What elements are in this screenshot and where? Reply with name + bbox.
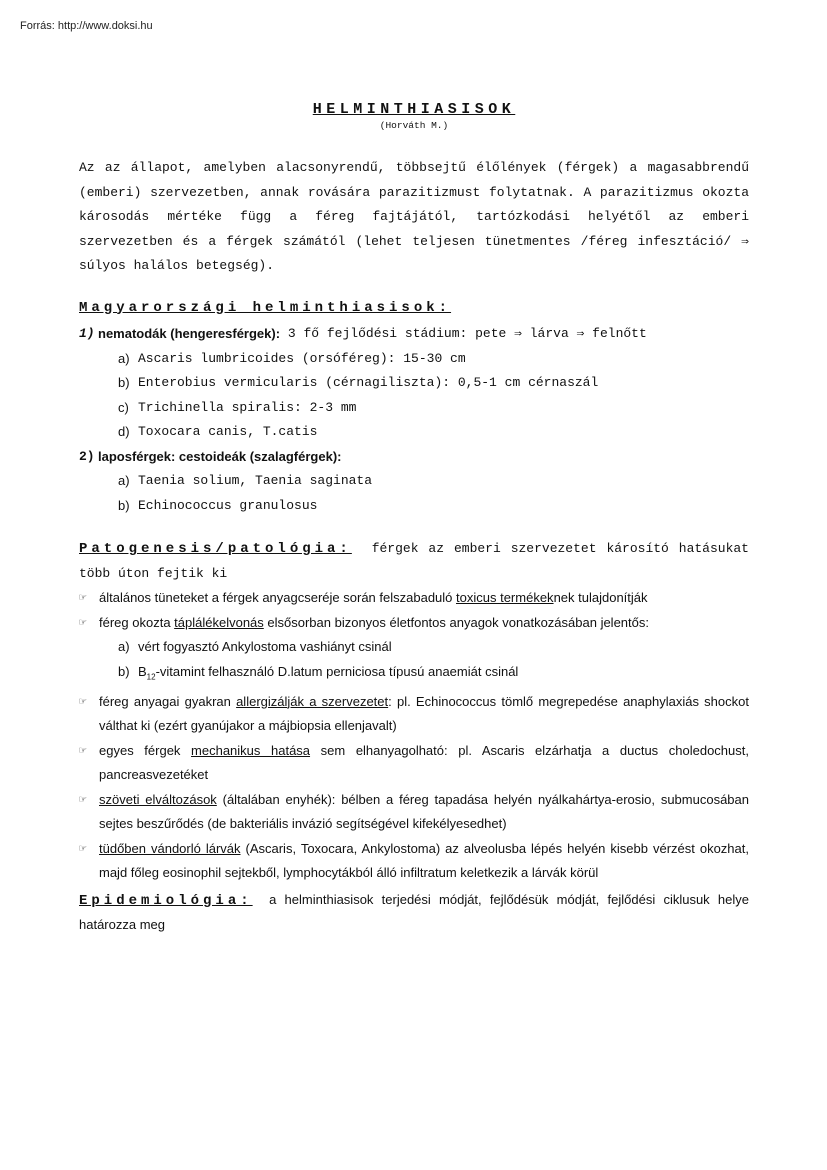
group-nematoda bbox=[79, 322, 749, 347]
pointing-hand-icon: ☞ bbox=[79, 615, 87, 630]
author: (Horváth M.) bbox=[379, 120, 449, 131]
source-note: Forrás: http://www.doksi.hu bbox=[20, 20, 153, 32]
pointing-hand-icon: ☞ bbox=[79, 743, 87, 758]
bullet-item: ☞ általános tüneteket a férgek anyagcseréje során felszabaduló toxicus termékeknek tulajdonítják bbox=[79, 586, 749, 611]
list-item: a) Taenia solium, Taenia saginata bbox=[118, 473, 373, 488]
pointing-hand-icon: ☞ bbox=[79, 841, 87, 856]
bullet-item: ☞ szöveti elváltozások (általában enyhék): bélben a féreg tapadása helyén nyálkahártya-erosio, submucosában sejtes beszűrődés (de bakteriális invázió segítségével kifekélyesedhet) bbox=[79, 788, 749, 837]
section-hungarian bbox=[79, 296, 749, 519]
list-item: a) vért fogyasztó Ankylostoma vashiányt csinál bbox=[118, 639, 392, 654]
list-item: b) Echinococcus granulosus bbox=[118, 497, 318, 513]
group-label: nematodák (hengeresférgek): bbox=[98, 326, 281, 341]
group-label: laposférgek: cestoideák (szalagférgek): bbox=[98, 448, 342, 464]
intro-paragraph: Az az állapot, amelyben alacsonyrendű, többsejtű élőlények (férgek) a magasabbrendű (emberi) szervezetben, annak rovására parazitizmust folytatnak. A parazitizmus okozta károsodás mértéke függ a féreg fajtájától, tartózkodási helyétől az emberi szervezetben és a férgek számától (lehet teljesen tünetmentes /féreg infesztáció/ ⇒ súlyos halálos betegség). bbox=[79, 160, 749, 273]
list-item: b) Enterobius vermicularis (cérnagiliszta): 0,5-1 cm cérnaszál bbox=[118, 375, 599, 390]
bullet-item: ☞ féreg okozta táplálékelvonás elsősorban bizonyos életfontos anyagok vonatkozásában jelentős: bbox=[79, 611, 749, 636]
section-heading: Patogenesis/patológia: bbox=[79, 541, 352, 557]
document-page bbox=[79, 96, 749, 938]
group-desc: 3 fő fejlődési stádium: pete ⇒ lárva ⇒ felnőtt bbox=[287, 326, 647, 341]
bullet-item: ☞ féreg anyagai gyakran allergizálják a szervezetet: pl. Echinococcus tömlő megrepedése anaphylaxiás shockot válthat ki (ezért gyanújakor a májbiopsia ellenjavalt) bbox=[79, 690, 749, 739]
list-item: c) Trichinella spiralis: 2-3 mm bbox=[118, 399, 357, 415]
group-number: 1) bbox=[79, 326, 95, 341]
section-epidemiology bbox=[79, 888, 749, 938]
list-item: d) Toxocara canis, T.catis bbox=[118, 424, 318, 439]
section-text: a helminthiasisok terjedési módját, fejlődésük módját, fejlődési ciklusuk helye határozza meg bbox=[79, 891, 749, 933]
section-lead: férgek az emberi szervezetet károsító hatásukat több úton fejtik ki bbox=[79, 541, 749, 581]
section-pathogenesis bbox=[79, 537, 749, 586]
bullet-item: ☞ egyes férgek mechanikus hatása sem elhanyagolható: pl. Ascaris elzárhatja a ductus choledochust, pancreasvezetéket bbox=[79, 739, 749, 788]
document-title: HELMINTHIASISOK bbox=[312, 101, 516, 118]
section-heading: Magyarországi helminthiasisok: bbox=[79, 299, 452, 316]
group-cestoda bbox=[79, 445, 749, 470]
section-heading: Epidemiológia: bbox=[79, 892, 253, 909]
list-item: a) Ascaris lumbricoides (orsóféreg): 15-30 cm bbox=[118, 350, 466, 366]
bullet-item: ☞ tüdőben vándorló lárvák (Ascaris, Toxocara, Ankylostoma) az alveolusba lépés helyén kisebb vérzést okozhat, majd főleg eosinophil sejtekből, lymphocytákból álló infiltratum keletkezik a lárvák körül bbox=[79, 837, 749, 886]
pointing-hand-icon: ☞ bbox=[79, 694, 87, 709]
pointing-hand-icon: ☞ bbox=[79, 591, 87, 605]
pointing-hand-icon: ☞ bbox=[79, 792, 87, 807]
list-item: b) $B_{12}$-vitamint felhasználó D.latum perniciosa típusú anaemiát csinál bbox=[118, 663, 519, 682]
group-number: 2) bbox=[79, 448, 95, 464]
